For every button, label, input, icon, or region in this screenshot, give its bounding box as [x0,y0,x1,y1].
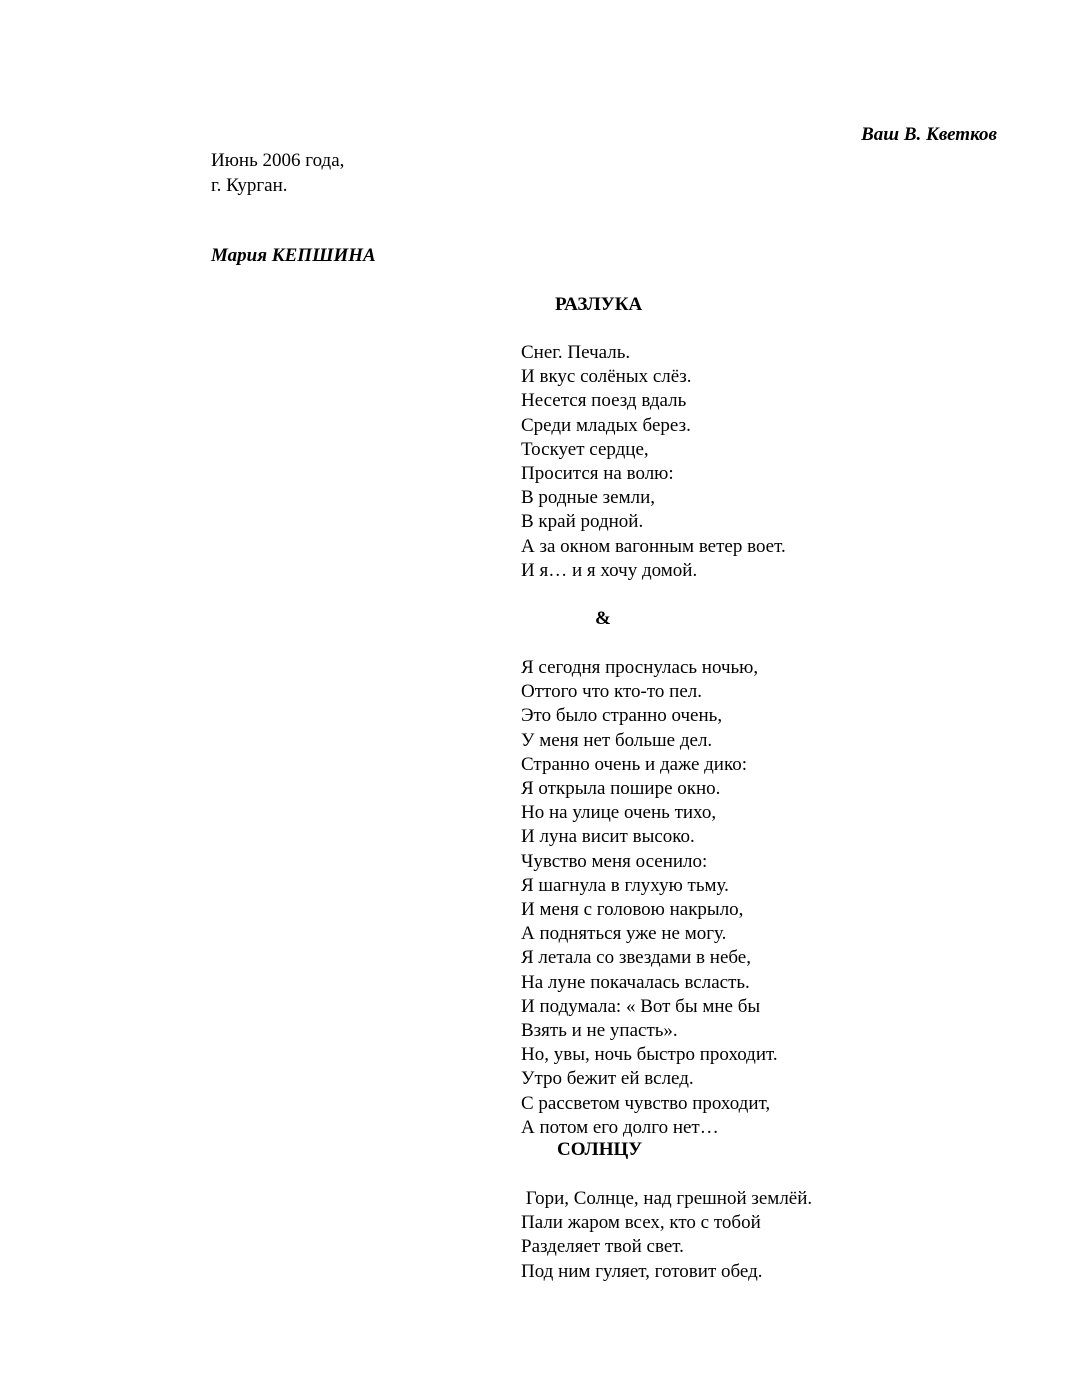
poem-line: В край родной. [521,511,644,533]
poem-razluka-text [521,341,786,583]
poem-line: Я летала со звездами в небе, [521,947,751,969]
poem-line: И подумала: « Вот бы мне бы [521,995,761,1017]
poem-line: Это было странно очень, [521,705,723,727]
place-line: г. Курган. [211,175,288,196]
poem-line: У меня нет больше дел. [521,729,713,751]
poem-line: Я открыла пошире окно. [521,778,721,800]
poem-line: Чувство меня осенило: [521,850,708,872]
poem-line: Я сегодня проснулась ночью, [521,657,759,678]
poem-title-solntsu: СОЛНЦУ [557,1139,643,1160]
poem-line: Но на улице очень тихо, [521,802,717,824]
date-place [211,148,344,198]
poem-line: Среди младых берез. [521,414,691,436]
author-name: Мария КЕПШИНА [211,245,376,266]
poem-line: Взять и не упасть». [521,1020,678,1042]
date-line: Июнь 2006 года, [211,150,345,171]
poem-line: И я… и я хочу домой. [521,559,698,581]
poem-line: И луна висит высоко. [521,826,695,848]
poem-line: Оттого что кто-то пел. [521,681,703,703]
poem-line: На луне покачалась всласть. [521,971,750,993]
poem-line: Утро бежит ей вслед. [521,1068,694,1090]
poem-line: Но, увы, ночь быстро проходит. [521,1044,778,1066]
poem-line: Странно очень и даже дико: [521,753,748,775]
poem-line: Я шагнула в глухую тьму. [521,874,729,896]
poem-line: Пали жаром всех, кто с тобой [521,1212,761,1234]
poem-line: В родные земли, [521,487,656,509]
poem-line: Просится на волю: [521,463,674,485]
poem-line: А подняться уже не могу. [521,923,727,945]
poem-line: Снег. Печаль. [521,342,631,363]
poem-line: И меня с головою накрыло, [521,899,744,921]
poem-line: С рассветом чувство проходит, [521,1092,771,1114]
poem-line: А потом его долго нет… [521,1116,719,1138]
poem-line: Тоскует сердце, [521,438,649,460]
poem-ampersand-text [521,656,778,1140]
signature: Ваш В. Кветков [861,124,997,145]
poem-line: Разделяет твой свет. [521,1236,684,1258]
poem-line: Гори, Солнце, над грешной землёй. [521,1188,813,1209]
poem-line: Под ним гуляет, готовит обед. [521,1260,763,1282]
poem-line: И вкус солёных слёз. [521,366,692,388]
poem-line: Несется поезд вдаль [521,390,687,412]
poem-line: А за окном вагонным ветер воет. [521,535,786,557]
poem-solntsu-text [521,1187,812,1284]
poem-title-ampersand: & [595,608,611,629]
poem-title-razluka: РАЗЛУКА [555,294,643,315]
